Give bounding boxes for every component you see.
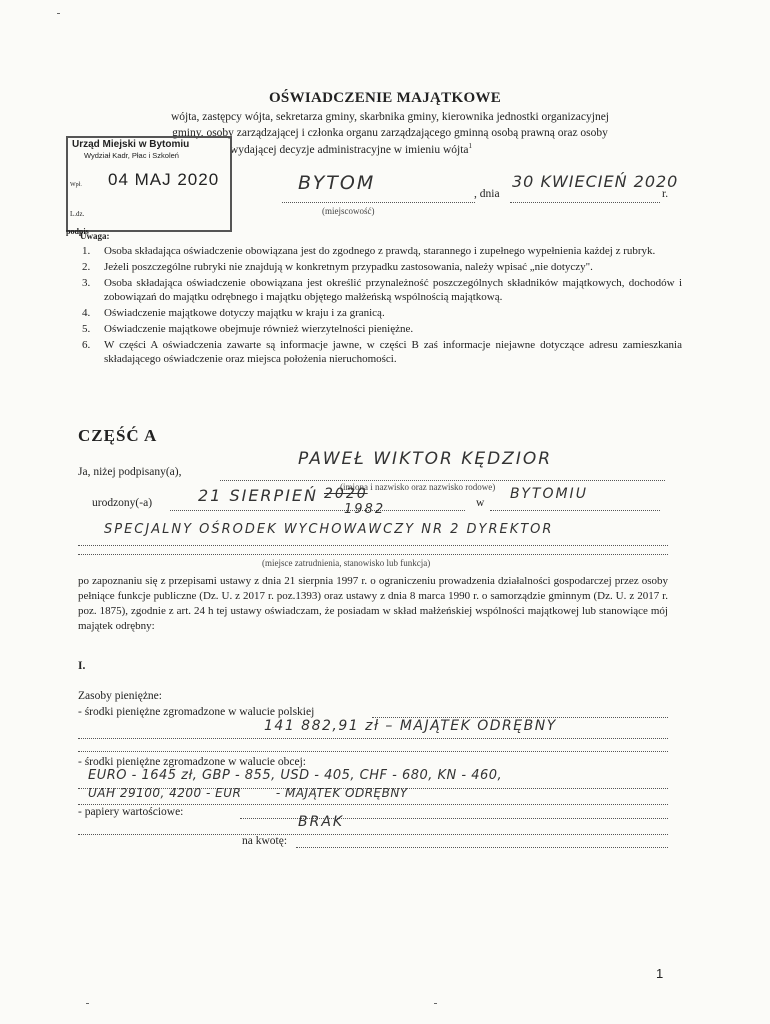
- registry-stamp: [66, 136, 232, 232]
- page-number: 1: [656, 966, 664, 981]
- note-item: [82, 322, 682, 336]
- amount-label: na kwotę:: [242, 835, 288, 847]
- note-item: [82, 260, 682, 274]
- note-number: 1.: [82, 245, 91, 257]
- foreign-label: - środki pieniężne zgromadzone w walucie obcej:: [78, 756, 306, 768]
- employment-field-line-2: [78, 553, 668, 555]
- stamp-office-name: Urząd Miejski w Bytomiu: [72, 139, 190, 150]
- born-place-value: BYTOMIU: [510, 486, 588, 502]
- pln-value: 141 882,91 zł – MAJĄTEK ODRĘBNY: [264, 718, 557, 734]
- stamp-signature-label: podpis: [66, 227, 89, 236]
- place-caption: (miejscowość): [322, 206, 375, 216]
- note-text: Jeżeli poszczególne rubryki nie znajdują w konkretnym przypadku zastosowania, należy wpisać „nie dotyczy".: [104, 261, 593, 273]
- note-text: Osoba składająca oświadczenie obowiązana jest do zgodnego z prawdą, starannego i zupełnego wypełnienia każdej z rubryk.: [104, 245, 656, 257]
- subtitle-line-2: gminy, osoby zarządzającej i członka organu zarządzającego gminną osobą prawną oraz osoby: [172, 127, 608, 139]
- footnote-mark: 1: [468, 142, 473, 150]
- foreign-value-line-2: UAH 29100, 4200 - EUR - MAJĄTEK ODRĘBNY: [88, 786, 408, 800]
- section-a-heading: CZĘŚĆ A: [78, 426, 158, 445]
- born-label: urodzony(-a): [92, 497, 153, 509]
- document-title: OŚWIADCZENIE MAJĄTKOWE: [268, 90, 502, 106]
- note-item: [82, 244, 682, 258]
- employment-caption: (miejsce zatrudnienia, stanowisko lub funkcja): [262, 558, 431, 568]
- note-text: Osoba składająca oświadczenie obowiązana jest określić przynależność poszczególnych składników majątkowych, dochodów i zobowiązań do majątku odrębnego i majątku objętego małżeńską wspólnością majątkową.: [104, 277, 682, 303]
- date-label: , dnia: [474, 188, 500, 200]
- note-text: Oświadczenie majątkowe obejmuje również wierzytelności pieniężne.: [104, 323, 414, 335]
- stamp-department: Wydział Kadr, Płac i Szkoleń: [84, 151, 179, 160]
- stamp-ldz-label: L.dz.: [70, 210, 85, 218]
- pln-label: - środki pieniężne zgromadzone w walucie polskiej: [78, 706, 315, 718]
- legal-statement: po zapoznaniu się z przepisami ustawy z dnia 21 sierpnia 1997 r. o ograniczeniu prowadzenia działalności gospodarczej przez osoby pełniące funkcje publiczne (Dz. U. z 2017 r. poz.1393) oraz ustawy z dnia 8 marca 1990 r. o samorządzie gminnym (Dz. U. z 2017 r. poz. 1875), zgodnie z art. 24 h tej ustawy oświadczam, że posiadam w skład małżeńskiej wspólności majątkowej lub stanowiące mój majątek odrębny:: [78, 575, 668, 632]
- note-number: 4.: [82, 307, 91, 319]
- born-date-value: 21 SIERPIEŃ: [198, 486, 318, 505]
- subtitle-line-3: [230, 142, 472, 156]
- note-item: [82, 276, 682, 304]
- scan-mark: [86, 1003, 89, 1004]
- scan-mark: [434, 1003, 437, 1004]
- stamp-date: 04 MAJ 2020: [108, 170, 220, 189]
- securities-value: BRAK: [298, 814, 345, 830]
- notes-heading: Uwaga:: [80, 231, 110, 241]
- note-item: [82, 306, 682, 320]
- subtitle-line-1: wójta, zastępcy wójta, sekretarza gminy, skarbnika gminy, kierownika jednostki organizacyjnej: [170, 111, 610, 123]
- date-suffix: r.: [662, 188, 669, 200]
- stamp-wpl-label: Wpł.: [70, 182, 82, 188]
- born-year-correction: 1982: [344, 502, 386, 517]
- securities-field-line-2: [78, 833, 668, 835]
- securities-label: - papiery wartościowe:: [78, 806, 184, 818]
- note-number: 5.: [82, 323, 91, 335]
- born-in-label: w: [476, 497, 485, 509]
- note-number: 3.: [82, 277, 91, 289]
- date-value: 30 KWIECIEŃ 2020: [512, 172, 679, 191]
- amount-field: [296, 846, 668, 848]
- note-text: W części A oświadczenia zawarte są informacje jawne, w części B zaś informacje niejawne dotyczące adresu zamieszkania składającego oświadczenie oraz miejsca położenia nieruchomości.: [104, 339, 682, 365]
- signer-caption: (imiona i nazwisko oraz nazwisko rodowe): [340, 482, 496, 492]
- signer-value: PAWEŁ WIKTOR KĘDZIOR: [298, 449, 553, 469]
- foreign-field-line-2: [78, 803, 668, 805]
- employment-value: SPECJALNY OŚRODEK WYCHOWAWCZY NR 2 DYREKTOR: [104, 522, 554, 537]
- place-value: BYTOM: [298, 172, 376, 194]
- note-number: 2.: [82, 261, 91, 273]
- pln-field-line-3: [78, 750, 668, 752]
- note-text: Oświadczenie majątkowe dotyczy majątku w kraju i za granicą.: [104, 307, 385, 319]
- part-i-heading: I.: [78, 660, 86, 672]
- pln-field-line-2: [78, 737, 668, 739]
- foreign-value-line-1: EURO - 1645 zł, GBP - 855, USD - 405, CHF - 680, KN - 460,: [88, 768, 503, 783]
- signer-field: [220, 468, 665, 481]
- resources-label: Zasoby pieniężne:: [78, 690, 162, 702]
- scan-mark: [57, 13, 60, 14]
- note-number: 6.: [82, 339, 91, 351]
- born-year-crossed: 2020: [324, 486, 368, 502]
- subtitle-line-3-text: wydającej decyzje administracyjne w imieniu wójta: [230, 143, 469, 156]
- note-item: [82, 338, 682, 366]
- signer-label: Ja, niżej podpisany(a),: [78, 466, 182, 478]
- notes-list: [82, 244, 682, 368]
